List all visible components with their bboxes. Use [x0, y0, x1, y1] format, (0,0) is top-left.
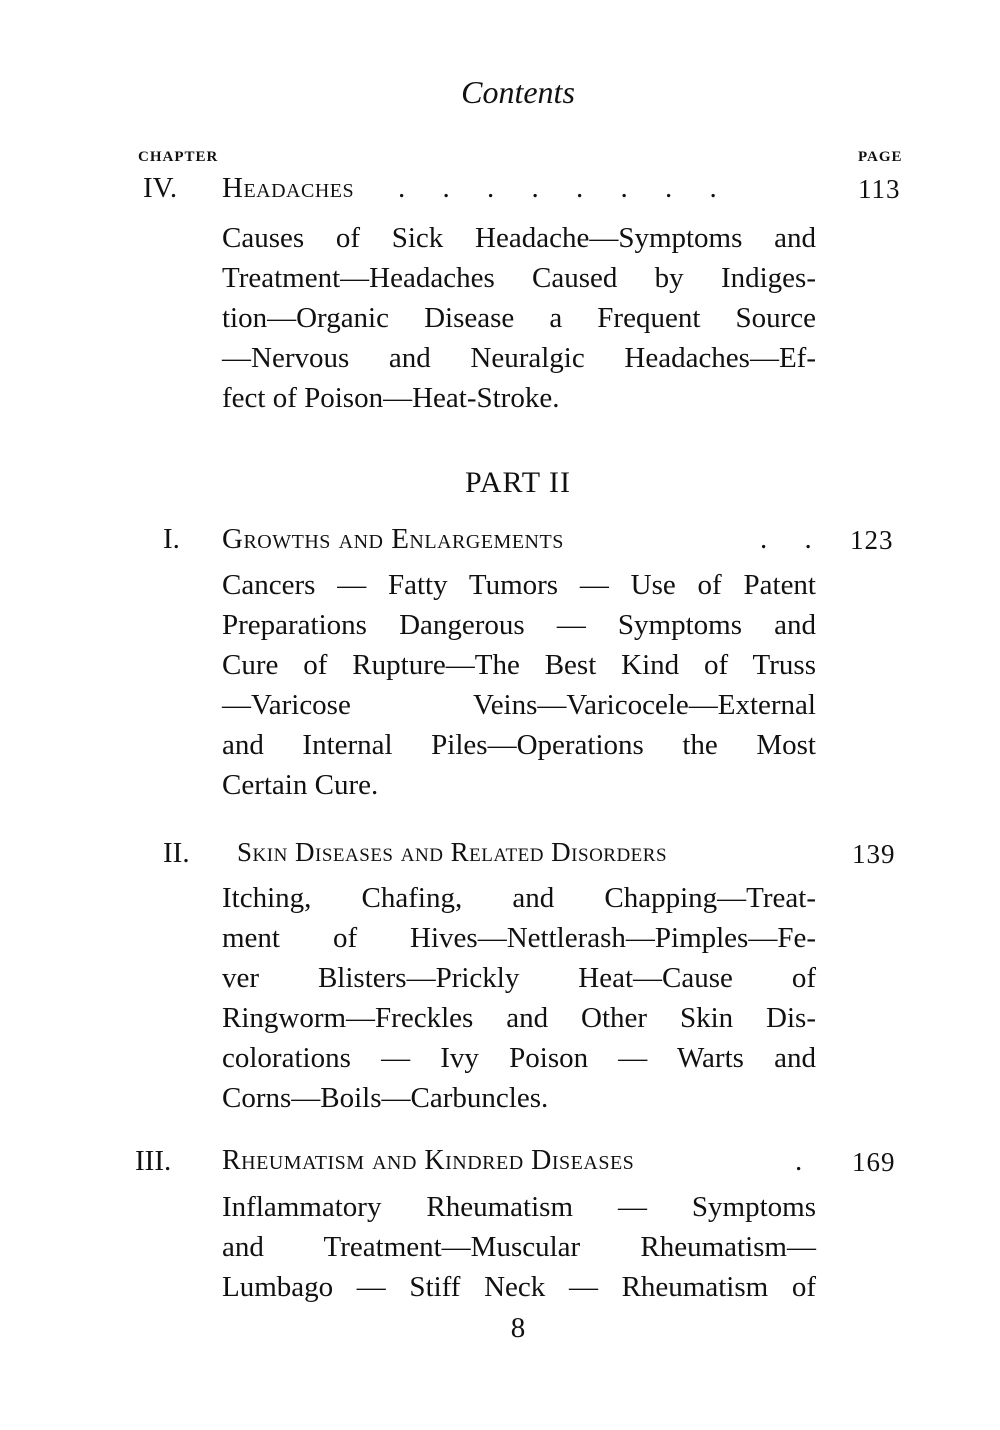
page-title: Contents [461, 74, 575, 110]
description-line: Certain Cure. [222, 769, 379, 801]
description-line: Causes of Sick Headache—Symptoms and [222, 222, 816, 254]
chapter-description [222, 218, 816, 418]
description-line: tion—Organic Disease a Frequent Source [222, 302, 816, 334]
chapter-description [222, 1187, 816, 1307]
chapter-numeral: II. [163, 837, 190, 869]
description-line: Lumbago — Stiff Neck — Rheumatism of [222, 1271, 816, 1303]
page-number: 139 [852, 839, 896, 869]
description-line: ment of Hives—Nettlerash—Pimples—Fe- [222, 922, 816, 954]
description-line: —Nervous and Neuralgic Headaches—Ef- [222, 342, 816, 374]
description-line: Cancers — Fatty Tumors — Use of Patent [222, 569, 816, 601]
description-line: fect of Poison—Heat-Stroke. [222, 382, 560, 414]
description-line: —Varicose Veins—Varicocele—External [222, 689, 816, 721]
description-line: Itching, Chafing, and Chapping—Treat- [222, 882, 816, 914]
dot-leader: . [795, 1145, 803, 1177]
page-folio: 8 [510, 1312, 526, 1344]
description-line: colorations — Ivy Poison — Warts and [222, 1042, 816, 1074]
description-line: and Treatment—Muscular Rheumatism— [222, 1231, 816, 1263]
chapter-title: Growths and Enlargements [222, 523, 564, 555]
description-line: Preparations Dangerous — Symptoms and [222, 609, 816, 641]
description-line: Inflammatory Rheumatism — Symptoms [222, 1191, 816, 1223]
chapter-title: Skin Diseases and Related Disorders [237, 837, 668, 867]
dot-leader: . . . . . . . . [398, 172, 717, 204]
chapter-title: Headaches [222, 172, 355, 204]
page-number: 113 [858, 174, 901, 204]
page-column-label: PAGE [858, 149, 903, 165]
dot-leader: . . [760, 523, 812, 555]
chapter-description [222, 565, 816, 805]
page-number: 169 [852, 1147, 896, 1177]
description-line: ver Blisters—Prickly Heat—Cause of [222, 962, 816, 994]
description-line: Corns—Boils—Carbuncles. [222, 1082, 549, 1114]
chapter-description [222, 878, 816, 1118]
chapter-numeral: III. [135, 1145, 172, 1177]
description-line: Cure of Rupture—The Best Kind of Truss [222, 649, 816, 681]
chapter-numeral: I. [163, 523, 180, 555]
chapter-column-label: CHAPTER [138, 149, 219, 165]
description-line: and Internal Piles—Operations the Most [222, 729, 816, 761]
chapter-numeral: IV. [143, 172, 178, 204]
description-line: Ringworm—Freckles and Other Skin Dis- [222, 1002, 816, 1034]
page-number: 123 [850, 525, 894, 555]
part-heading: PART II [464, 466, 572, 499]
description-line: Treatment—Headaches Caused by Indiges- [222, 262, 816, 294]
chapter-title: Rheumatism and Kindred Diseases [222, 1145, 635, 1176]
